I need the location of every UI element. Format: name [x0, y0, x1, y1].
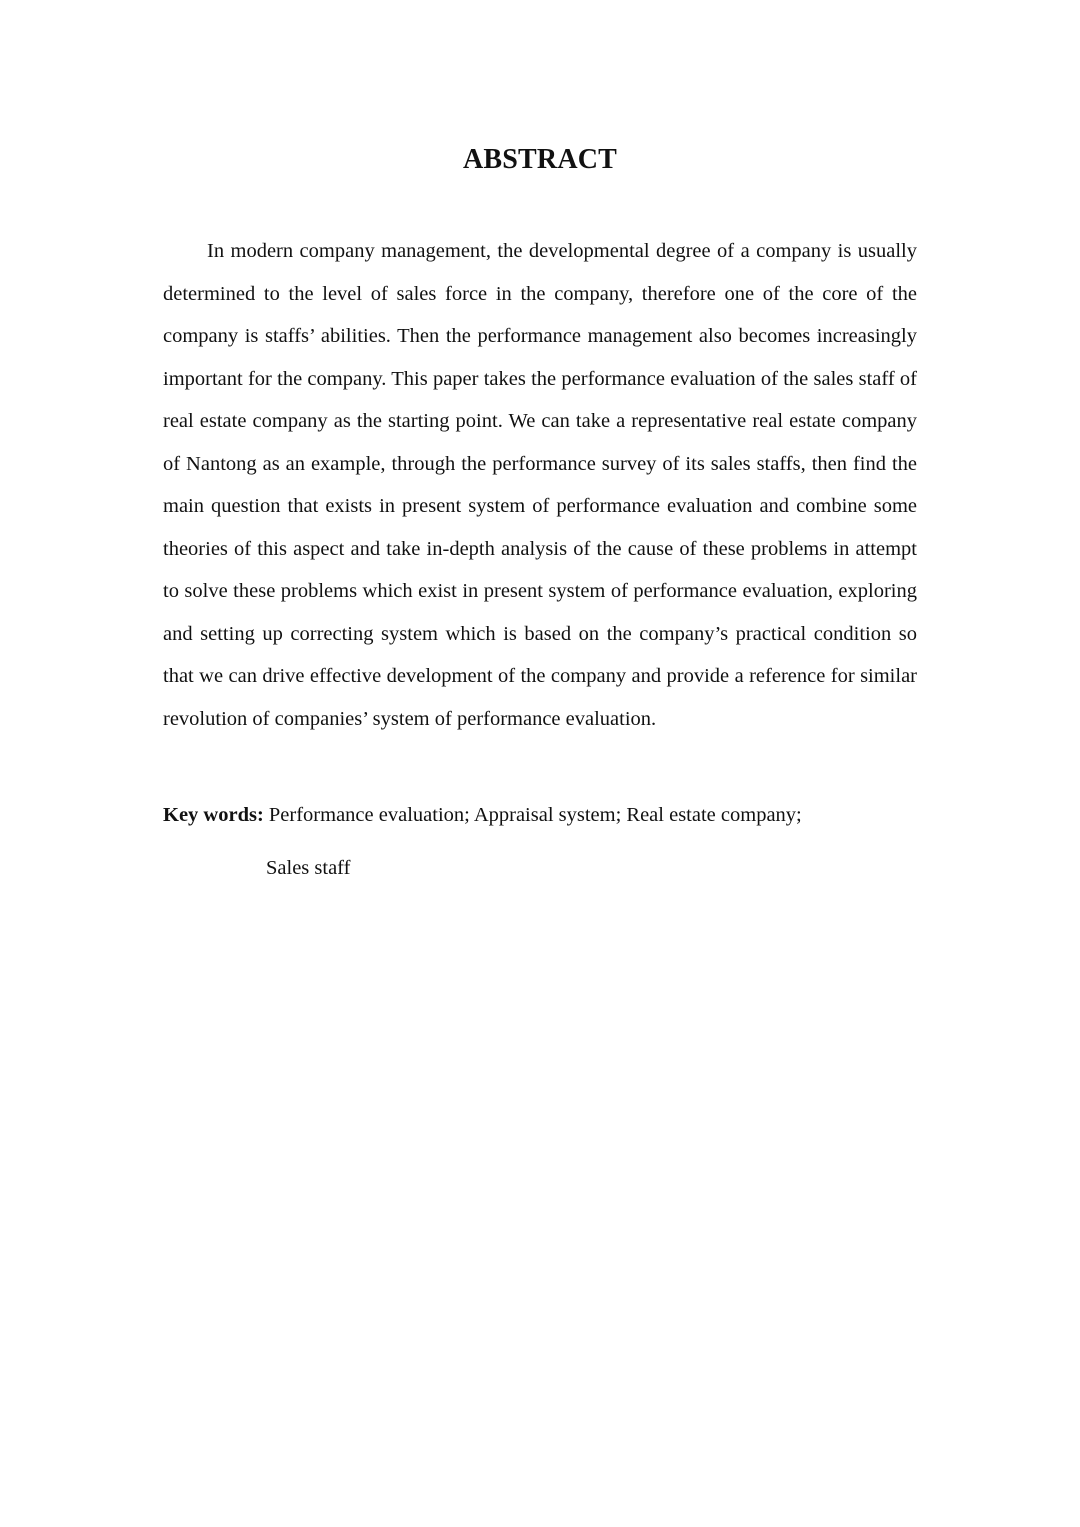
- abstract-paragraph: In modern company management, the developmental degree of a company is usually determined to the level of sales force in the company, therefore one of the core of the company is staffs’ abilities. Then the performance management also becomes increasingly important for the company. This paper takes the performance evaluation of the sales staff of real estate company as the starting point. We can take a representative real estate company of Nantong as an example, through the performance survey of its sales staffs, then find the main question that exists in present system of performance evaluation and combine some theories of this aspect and take in-depth analysis of the cause of these problems in attempt to solve these problems which exist in present system of performance evaluation, exploring and setting up correcting system which is based on the company’s practical condition so that we can drive effective development of the company and provide a reference for similar revolution of companies’ system of performance evaluation.: [163, 240, 917, 730]
- keywords-line: [163, 795, 917, 835]
- keywords-list: Performance evaluation; Appraisal system; Real estate company;: [268, 804, 802, 826]
- abstract-heading: ABSTRACT: [462, 144, 618, 175]
- keywords-label: Key words:: [163, 804, 264, 826]
- keywords-continuation: Sales staff: [266, 857, 351, 879]
